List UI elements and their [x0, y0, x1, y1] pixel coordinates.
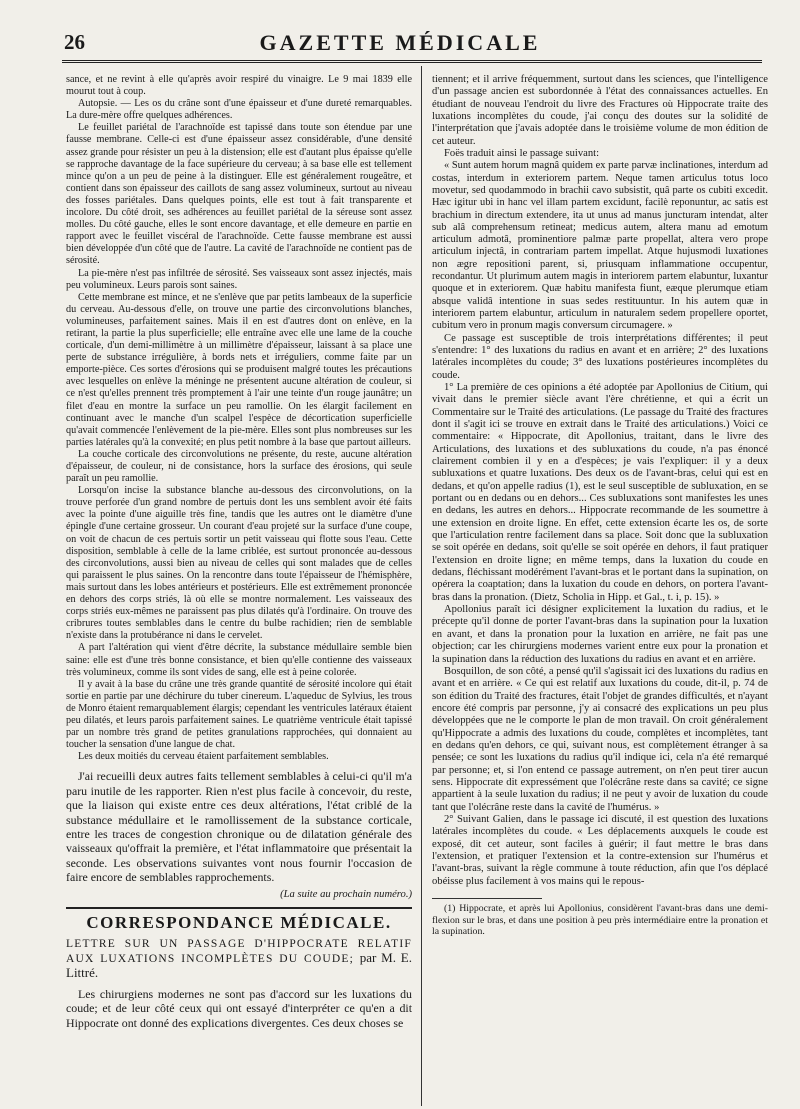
paragraph: Il y avait à la base du crâne une très grande quantité de sérosité incolore qui était sortie en partie par une déchirure du tuber cinereum. L'aqueduc de Sylvius, les trous de Monro étaient remarquablement élargis; cependant les ventricules latéraux étaient peu dilatés, et leurs parois parfaitement saines. Le quatrième ventricule était tapissé par un nombre très grand de petites granulations rapprochées, qui donnaient au toucher la sensation d'une langue de chat. — [66, 678, 412, 751]
page-number: 26 — [64, 30, 85, 54]
letter-title-text: LETTRE SUR UN PASSAGE D'HIPPOCRATE RELATIF AUX LUXATIONS INCOMPLÈTES DU COUDE; — [66, 937, 412, 965]
paragraph: La pie-mère n'est pas infiltrée de sérosité. Ses vaisseaux sont assez injectés, mais peu volumineux. Leurs parois sont saines. — [66, 267, 412, 291]
latin-quote: « Sunt autem horum magnâ quidem ex parte parvæ inclinationes, interdum ad costas, interdum in exteriorem partem. Neque tamen articulus totus loco movetur, sed quodammodo in brachii cavo subsistit, quâ parte os cubiti excedit. Hæc igitur ubi in hanc vel illam partem excidunt, facilè reponuntur, ac satis est brachium in directum extendere, ita ut unus ad manus juncturam intendat, alter sub alâ comprehensum retineat; medicus autem, altera manu ad emotum articulum admotâ, prominentiore palmæ parte propellat, altera vero prope articulum injectâ, in contrariam partem impellat. Atque hujusmodi luxationes non ægre repositioni parent, si, priusquam inflammatione occupentur, recondantur. Ut plurimum autem magis in interiorem partem elabuntur, luxantur quoque et in exteriorem. Quæ habitu manifesta fiunt, eæque plerumque etiam absque validâ intentione in suas sedes restituuntur. In his autem quæ in interiorem partem elabuntur, articulum in naturalem sedem propellere oportet, cubitum vero in pronum magis conversum circumagere. » — [432, 160, 768, 332]
letter-title — [66, 937, 412, 981]
paragraph: Le feuillet pariétal de l'arachnoïde est tapissé dans toute son étendue par une fausse membrane. Celle-ci est d'une épaisseur assez considérable, d'une densité assez grande pour résister un peu à la distension; elle est d'autant plus épaisse qu'elle se rapproche davantage de la face supérieure du cerveau; à sa base elle est tellement mince qu'on a un peu de peine à la distinguer. Elle est généralement rougeâtre, et contient dans son épaisseur des caillots de sang assez volumineux, surtout au niveau des fosses pariétales. Dans quelques points, elle est tout à fait transparente et incolore. Du côté droit, ses adhérences au feuillet pariétal de la séreuse sont assez molles. Du côté gauche, elles le sont encore davantage, et elle demeure en partie en rapport avec le feuillet viscéral de l'arachnoïde. Cette fausse membrane est aussi bien développée d'un côté que de l'autre. La cavité de l'arachnoïde ne contient pas de sérosité. — [66, 122, 412, 267]
paragraph: Bosquillon, de son côté, a pensé qu'il s'agissait ici des luxations du radius en avant et en arrière. « Ce qui est relatif aux luxations du coude, dit-il, p. 74 de son édition du Traité des fractures, était l'objet de grandes difficultés, et n'ayant encore été compris par personne, j'y ai consacré des explications un peu plus développées que ne le comporte le plan de mon travail. On croit généralement qu'Hippocrate a admis des luxations du coude, complètes et incomplètes, tant en dedans qu'en dehors, ce qui, suivant nous, est complètement étranger à sa pensée; ce sont les luxations du radius qu'il indique ici, cela n'a été remarqué par personne; et, si l'on entend ce passage autrement, on n'en peut tirer aucun sens. Hippocrate dit expressément que l'olécrâne reste dans sa cavité; ce signe appartient à la seule luxation du radius; il ne peut y avoir de luxation du coude tant que l'olécrâne reste dans la cavité de l'humérus. » — [432, 665, 768, 813]
right-column — [432, 74, 768, 1104]
left-column — [66, 74, 412, 1104]
paragraph: 1° La première de ces opinions a été adoptée par Apollonius de Citium, qui vivait dans le premier siècle avant l'ère chrétienne, et qui a écrit un Commentaire sur le Traité des articulations. (Le passage du Traité des fractures dont il s'agit ici se trouve en extrait dans le Traité des articulations.) Voici ce commentaire: « Hippocrate, dit Apollonius, traitant, dans le livre des Articulations, des luxations et des subluxations du coude, n'a pas énoncé clairement combien il y en a d'espèces; je vais l'expliquer: il y a deux subluxations et quatre luxations. Des deux os de l'avant-bras, celui qui est en dedans, et qu'on appelle radius (1), est le seul susceptible de subluxation, en se portant ou en dedans ou en dehors... Ces subluxations sont manifestes les unes en dedans, les autres en dehors... Hippocrate recommande de les soumettre à une extension en droite ligne. En effet, cette extension écarte les os, de sorte que l'articulation rentre facilement dans sa place. Soit donc que la subluxation se soit opérée en dedans, soit qu'elle se soit opérée en dehors, il faut pratiquer l'extension en droite ligne; en même temps, dans la luxation du coude en dedans, fléchissant modérément l'avant-bras et le portant dans la supination, on opérera la coaptation; dans la luxation du coude en dehors, on portera l'avant-bras dans la pronation. (Dietz, Scholia in Hipp. et Gal., t. i, p. 15). » — [432, 381, 768, 603]
header-rule — [62, 60, 762, 63]
footnote-rule — [432, 898, 542, 899]
continuation-note: (La suite au prochain numéro.) — [280, 888, 412, 900]
paragraph: Autopsie. — Les os du crâne sont d'une épaisseur et d'une dureté remarquables. La dure-mère offre quelques adhérences. — [66, 98, 412, 122]
letter-author: par M. E. Littré. — [66, 949, 412, 980]
paragraph: Ce passage est susceptible de trois interprétations différentes; il peut s'entendre: 1° des luxations du radius en avant et en arrière; 2° des luxations latérales incomplètes du coude; 3° des luxations postérieures incomplètes du coude. — [432, 332, 768, 381]
paragraph: tiennent; et il arrive fréquemment, surtout dans les sciences, que l'intelligence d'un passage ancien est subordonnée à l'état des connaissances actuelles. En étudiant de nouveau l'endroit du livre des Fractures où Hippocrate traite des luxations incomplètes du coude, j'ai conçu des doutes sur la solidité de l'interprétation que j'avais adoptée dans le troisième volume de mon édition de cet auteur. — [432, 74, 768, 147]
paragraph: Apollonius paraît ici désigner explicitement la luxation du radius, et le précepte qu'il donne de porter l'avant-bras dans la supination pour la luxation en avant, et dans la pronation pour la luxation en arrière, ne fait pas une objection; car les chirurgiens modernes varient entre eux pour la pronation et la supination dans la réduction des luxations du radius en avant et en arrière. — [432, 604, 768, 665]
conclusion-paragraph: J'ai recueilli deux autres faits tellement semblables à celui-ci qu'il m'a paru inutile de les rapporter. Rien n'est plus facile à concevoir, du reste, que la liaison qui existe entre ces deux altérations, l'état criblé de la substance médullaire et le ramollissement de la substance corticale, entre les traces de congestion chronique ou de dilatation générale des vaisseaux qu'offrait la première, et l'état inflammatoire que présentait la seconde. Les observations suivantes vont nous fournir l'occasion de faire encore de semblables rapprochements. — [66, 769, 412, 885]
section-title: CORRESPONDANCE MÉDICALE. — [86, 912, 392, 932]
paragraph: La couche corticale des circonvolutions ne présente, du reste, aucune altération d'épaisseur, de couleur, ni de consistance, hors la surface des érosions, qui seule paraît un peu ramollie. — [66, 448, 412, 485]
paragraph: 2° Suivant Galien, dans le passage ici discuté, il est question des luxations latérales incomplètes du coude. « Les déplacements auxquels le coude est exposé, dit cet auteur, sont faciles à guérir; il faut mettre le bras dans l'extension, et pratiquer l'extension et la contre-extension sur l'humérus et l'avant-bras, suivant la règle commune à toute réduction, afin que l'os déplacé obéisse plus facilement à vos mains qui le repous- — [432, 813, 768, 887]
footnote: (1) Hippocrate, et après lui Apollonius, considèrent l'avant-bras dans une demi-flexion sur le bras, et dans une position à peu près intermédiaire entre la pronation et la supination. — [432, 903, 768, 938]
letter-intro: Les chirurgiens modernes ne sont pas d'accord sur les luxations du coude; et de leur côté ceux qui ont essayé d'interpréter ce qu'en a dit Hippocrate ont donné des explications divergentes. Ces deux choses se — [66, 986, 412, 1030]
paragraph: Lorsqu'on incise la substance blanche au-dessous des circonvolutions, on la trouve perforée d'un grand nombre de pertuis dont les uns semblent avoir été faits avec la pointe d'une aiguille très fine, tandis que les autres ont le diamètre d'une épingle d'une certaine grosseur. Un courant d'eau projeté sur la surface d'une coupe, on voit de chacun de ces pertuis sortir un petit vaisseau qui flotte sous l'eau. Cette disposition, semblable à celle de la lame criblée, est surtout prononcée au-dessous des circonvolutions, aussi bien au niveau de celles qui sont malades que de celles qui paraissent le plus saines. On la rencontre dans toute l'épaisseur de l'hémisphère, mais surtout dans les lobes antérieurs et postérieurs. Elle est extrêmement prononcée en dehors des corps striés, là où elle se montre normalement. Les vaisseaux des corps striés eux-mêmes ne paraissent pas plus dilatés qu'à l'ordinaire. On trouve des cribrures toutes semblables dans le centre du bulbe rachidien; rien de semblable n'existe dans la protubérance ni dans le cervelet. — [66, 485, 412, 642]
section-rule — [66, 907, 412, 909]
paragraph: sance, et ne revint à elle qu'après avoir respiré du vinaigre. Le 9 mai 1839 elle mourut tout à coup. — [66, 74, 412, 98]
journal-title: GAZETTE MÉDICALE — [259, 30, 541, 55]
paragraph: A part l'altération qui vient d'être décrite, la substance médullaire semble bien saine: elle est d'une très bonne consistance, et bien qu'elle contienne des vaisseaux très volumineux, comme ils sont vides de sang, elle est à peine colorée. — [66, 642, 412, 678]
paragraph: Les deux moitiés du cerveau étaient parfaitement semblables. — [78, 751, 329, 763]
paragraph: Cette membrane est mince, et ne s'enlève que par petits lambeaux de la superficie du cerveau. Au-dessous d'elle, on trouve une partie des circonvolutions blanches, volumineuses, parfaitement saines. Mais il en est d'autres dont on enlève, en la retirant, la partie la plus superficielle; elle entraîne avec elle une lame de la couche corticale, d'un demi-millimètre à un millimètre d'épaisseur, laissant à sa place une perte de substance irrégulière, à bords nets et irréguliers, comme faite par un emporte-pièce. Ces sortes d'érosions qui se produisent malgré toutes les précautions avec lesquelles on enlève la méninge ne présentent aucune altération de couleur, si ce n'est qu'elles prennent très promptement à l'air une teinte d'un rouge jaunâtre; un filet d'eau en montre la surface un peu ramollie. On les élargit facilement en continuant avec le manche d'un scalpel l'espèce de décortication superficielle qu'avait commencée l'enlèvement de la pie-mère. Elles sont plus nombreuses sur les parties latérales qu'à la convexité; en plus petit nombre à la base que partout ailleurs. — [66, 291, 412, 448]
paragraph: Foës traduit ainsi le passage suivant: — [444, 148, 600, 160]
column-divider — [421, 66, 422, 1106]
